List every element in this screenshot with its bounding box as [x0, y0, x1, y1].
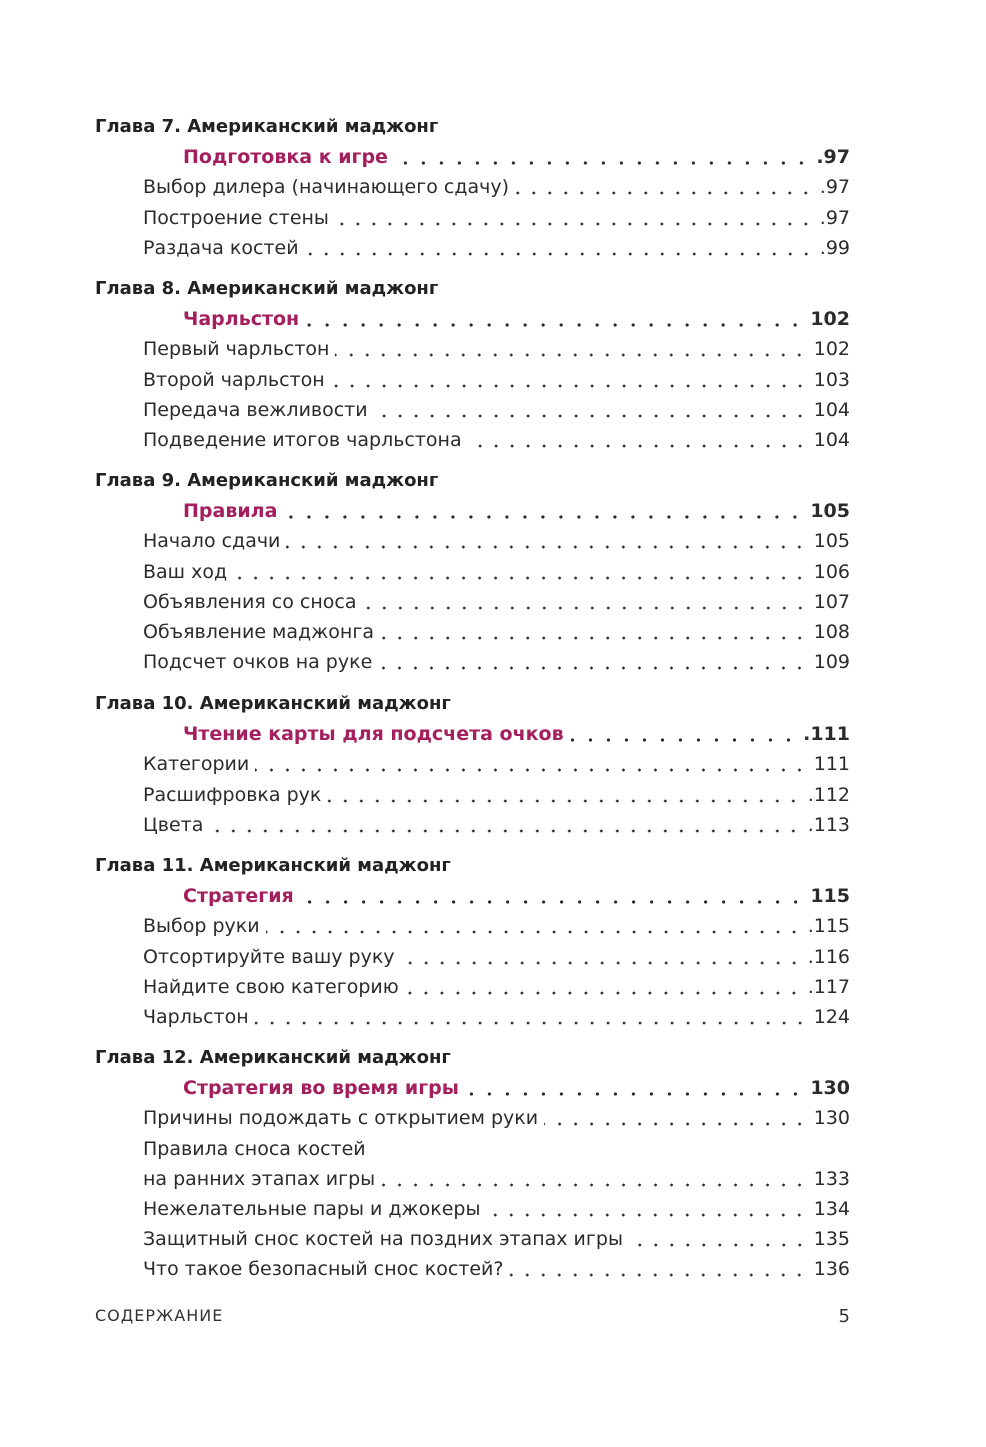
entry-title: Объявления со сноса — [143, 590, 357, 613]
entry-row — [0, 749, 986, 779]
entry-page-number: .99 — [819, 236, 850, 259]
toc-section[interactable] — [183, 1073, 850, 1103]
entry-title-first-line: Правила сноса костей — [143, 1137, 366, 1160]
entry-page-number: 106 — [813, 560, 850, 583]
entry-row — [0, 1224, 986, 1254]
entry-title: Передача вежливости — [143, 398, 368, 421]
dot-leader — [283, 515, 804, 519]
entry-page-number: .115 — [807, 915, 850, 938]
entry-row — [0, 647, 986, 677]
entry-page-number: 103 — [813, 368, 850, 391]
toc-entry[interactable] — [143, 172, 850, 202]
toc-entry[interactable] — [143, 1224, 850, 1254]
dot-leader — [544, 1122, 808, 1126]
entry-title: Выбор руки — [143, 915, 260, 938]
entry-title: Правила — [183, 500, 278, 523]
entry-page-number: 107 — [813, 590, 850, 613]
toc-entry[interactable] — [143, 587, 850, 617]
entry-page-number: .112 — [807, 783, 850, 806]
entry-page-number: 115 — [810, 885, 850, 908]
entry-page-number: 104 — [813, 429, 850, 451]
dot-leader — [378, 666, 807, 670]
dot-leader — [509, 1273, 807, 1277]
entry-row — [0, 911, 986, 941]
dot-leader — [394, 161, 810, 165]
toc-entry[interactable] — [143, 203, 850, 233]
toc-entry[interactable] — [143, 425, 850, 455]
toc-entry[interactable] — [143, 1002, 850, 1032]
entry-page-number: .97 — [819, 176, 850, 199]
toc-entry[interactable] — [143, 911, 850, 941]
entry-title: Второй чарльстон — [143, 368, 325, 391]
entry-row — [0, 526, 986, 556]
entry-title: Подсчет очков на руке — [143, 651, 373, 674]
dot-leader — [286, 545, 807, 549]
entry-row — [0, 425, 986, 455]
entry-page-number: 109 — [813, 651, 850, 674]
entry-row — [0, 810, 986, 840]
entry-title: Чтение карты для подсчета очков — [183, 723, 564, 746]
entry-title: Ваш ход — [143, 560, 228, 583]
toc-section[interactable] — [183, 142, 850, 172]
toc-entry[interactable] — [143, 617, 850, 647]
entry-page-number: 102 — [810, 308, 850, 331]
dot-leader — [380, 636, 808, 640]
section-row — [0, 881, 986, 911]
entry-page-number: 130 — [810, 1077, 850, 1100]
toc-entry[interactable] — [143, 1164, 850, 1194]
entry-title: Причины подождать с открытием руки — [143, 1107, 539, 1130]
chapter-heading-row — [0, 851, 986, 881]
entry-page-number: 105 — [813, 530, 850, 553]
toc-entry[interactable] — [143, 1254, 850, 1284]
entry-page-number: 133 — [813, 1167, 850, 1190]
section-row — [0, 304, 986, 334]
toc-entry[interactable] — [143, 942, 850, 972]
entry-row — [0, 942, 986, 972]
entry-title: Построение стены — [143, 206, 329, 229]
toc-section[interactable] — [183, 881, 850, 911]
chapter-heading: Глава 11. Американский маджонг — [95, 855, 451, 876]
entry-title: Защитный снос костей на поздних этапах игры — [143, 1228, 623, 1251]
entry-page-number: 124 — [813, 1006, 850, 1028]
dot-leader — [335, 353, 807, 357]
dot-leader — [374, 414, 808, 418]
section-row — [0, 1073, 986, 1103]
chapter-heading-row — [0, 466, 986, 496]
entry-row — [0, 203, 986, 233]
entry-row — [0, 1103, 986, 1133]
section-row — [0, 496, 986, 526]
toc-entry[interactable] — [143, 365, 850, 395]
section-row — [0, 719, 986, 749]
entry-page-number: 102 — [813, 338, 850, 361]
entry-page-number: .97 — [819, 206, 850, 229]
toc-entry[interactable] — [143, 557, 850, 587]
dot-leader — [465, 1092, 804, 1096]
entry-page-number: .116 — [807, 945, 850, 968]
page-footer — [95, 1306, 850, 1332]
entry-page-number: 134 — [813, 1198, 850, 1220]
entry-title: Что такое безопасный снос костей? — [143, 1258, 504, 1281]
entry-row — [0, 587, 986, 617]
entry-row — [0, 1164, 986, 1194]
dot-leader — [401, 961, 802, 965]
entry-title: Начало сдачи — [143, 530, 281, 553]
entry-title: Найдите свою категорию — [143, 975, 399, 998]
dot-leader — [335, 222, 814, 226]
entry-page-number: .97 — [816, 146, 850, 169]
entry-title: Чарльстон — [143, 1006, 249, 1028]
toc-entry[interactable] — [143, 1194, 850, 1224]
toc-entry[interactable] — [143, 647, 850, 677]
entry-title: Стратегия — [183, 885, 294, 908]
entry-row — [0, 617, 986, 647]
entry-page-number: 130 — [813, 1107, 850, 1130]
page-number: 5 — [838, 1306, 850, 1327]
dot-leader — [233, 576, 808, 580]
entry-page-number: .117 — [807, 975, 850, 998]
dot-leader — [381, 1183, 808, 1187]
toc-entry[interactable] — [143, 334, 850, 364]
dot-leader — [468, 444, 808, 448]
entry-row — [0, 1254, 986, 1284]
entry-title: на ранних этапах игры — [143, 1167, 376, 1190]
dot-leader — [305, 323, 804, 327]
entry-title: Нежелательные пары и джокеры — [143, 1198, 481, 1220]
toc-entry[interactable] — [143, 395, 850, 425]
dot-leader — [300, 900, 805, 904]
section-row — [0, 142, 986, 172]
entry-page-number: 105 — [810, 500, 850, 523]
dot-leader — [331, 384, 808, 388]
entry-page-number: 104 — [813, 398, 850, 421]
toc-entry[interactable] — [143, 810, 850, 840]
chapter-heading: Глава 8. Американский маджонг — [95, 278, 439, 299]
entry-page-number: .113 — [807, 813, 850, 836]
dot-leader — [363, 606, 808, 610]
toc-entry[interactable] — [143, 526, 850, 556]
entry-title: Выбор дилера (начинающего сдачу) — [143, 176, 509, 199]
entry-title: Раздача костей — [143, 236, 299, 259]
dot-leader — [486, 1213, 807, 1217]
entry-title: Объявление маджонга — [143, 621, 374, 643]
entry-page-number: 135 — [813, 1228, 850, 1251]
entry-title: Отсортируйте вашу руку — [143, 945, 395, 968]
chapter-heading: Глава 10. Американский маджонг — [95, 693, 451, 714]
entry-title: Категории — [143, 753, 250, 776]
entry-title: Чарльстон — [183, 308, 300, 331]
entry-row — [0, 365, 986, 395]
chapter-heading-row — [0, 1043, 986, 1073]
entry-row — [0, 1002, 986, 1032]
entry-title: Стратегия во время игры — [183, 1077, 459, 1100]
dot-leader — [629, 1243, 808, 1247]
dot-leader — [209, 829, 801, 833]
dot-leader — [305, 252, 814, 256]
dot-leader — [405, 991, 802, 995]
entry-page-number: 108 — [813, 621, 850, 643]
dot-leader — [515, 191, 814, 195]
toc-section[interactable] — [183, 719, 850, 749]
chapter-heading-row — [0, 112, 986, 142]
entry-title: Расшифровка рук — [143, 783, 322, 806]
dot-leader — [255, 1021, 808, 1025]
entry-row — [0, 1194, 986, 1224]
chapter-heading-row — [0, 274, 986, 304]
entry-row — [0, 972, 986, 1002]
toc-entry[interactable] — [143, 780, 850, 810]
toc-entry[interactable] — [143, 1103, 850, 1133]
dot-leader — [327, 799, 801, 803]
chapter-heading: Глава 9. Американский маджонг — [95, 470, 439, 491]
toc-entry[interactable] — [143, 972, 850, 1002]
entry-row — [0, 557, 986, 587]
toc-section[interactable] — [183, 304, 850, 334]
entry-title: Подготовка к игре — [183, 146, 388, 169]
entry-page-number: .111 — [803, 723, 850, 746]
dot-leader — [570, 738, 797, 742]
chapter-heading-row — [0, 689, 986, 719]
entry-row — [0, 395, 986, 425]
dot-leader — [266, 930, 802, 934]
entry-row-first-line — [0, 1134, 986, 1164]
toc-entry[interactable] — [143, 749, 850, 779]
dot-leader — [255, 768, 807, 772]
entry-page-number: 136 — [813, 1258, 850, 1281]
toc-entry[interactable] — [143, 233, 850, 263]
entry-title: Первый чарльстон — [143, 338, 330, 361]
entry-row — [0, 334, 986, 364]
toc-section[interactable] — [183, 496, 850, 526]
entry-row — [0, 172, 986, 202]
entry-row — [0, 233, 986, 263]
entry-row — [0, 780, 986, 810]
running-title: СОДЕРЖАНИЕ — [95, 1306, 224, 1325]
chapter-heading: Глава 12. Американский маджонг — [95, 1047, 451, 1068]
entry-title: Подведение итогов чарльстона — [143, 429, 462, 451]
entry-page-number: 111 — [813, 753, 850, 776]
entry-title: Цвета — [143, 813, 204, 836]
chapter-heading: Глава 7. Американский маджонг — [95, 116, 439, 137]
